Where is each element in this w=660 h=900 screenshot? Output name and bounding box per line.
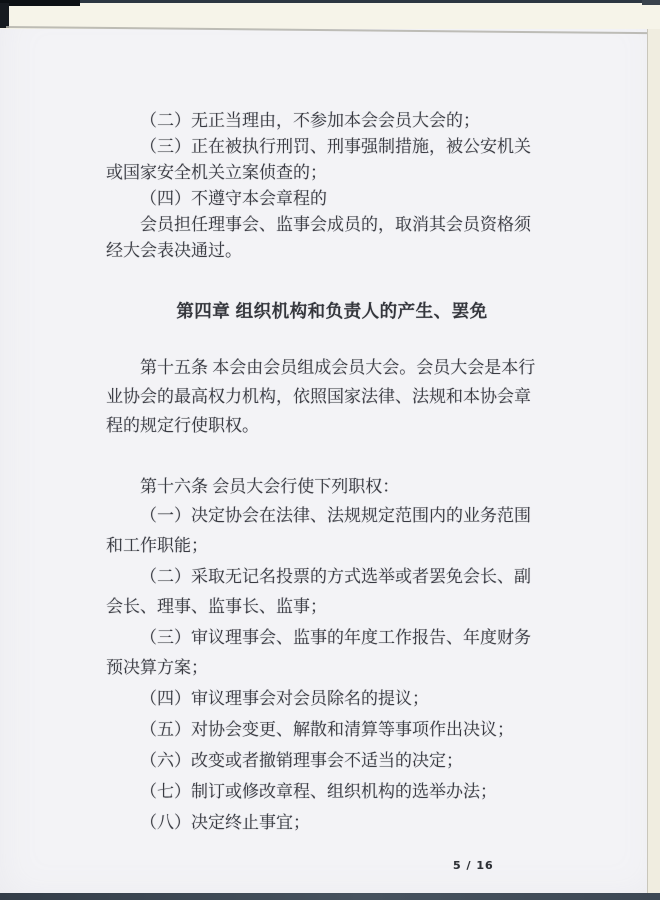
text-line: （三）审议理事会、监事的年度工作报告、年度财务 <box>140 628 531 647</box>
text-line: （三）正在被执行刑罚、刑事强制措施，被公安机关 <box>140 137 531 156</box>
power-item-4 <box>106 684 558 714</box>
clause-note <box>106 212 558 264</box>
text-line: 经大会表决通过。 <box>106 241 242 260</box>
text-line: 和工作职能； <box>106 536 208 555</box>
article-15 <box>106 353 558 440</box>
text-line: （四）不遵守本会章程的 <box>140 189 327 208</box>
text-flow <box>106 108 558 839</box>
power-item-2 <box>106 562 558 622</box>
text-line: 预决算方案； <box>106 658 208 677</box>
scan-corner-artifact <box>0 0 80 6</box>
text-line: （一）决定协会在法律、法规规定范围内的业务范围 <box>140 506 531 525</box>
clause-4 <box>106 186 558 212</box>
scanner-edge-bar-bottom <box>0 893 660 900</box>
power-item-5 <box>106 715 558 745</box>
text-line: 或国家安全机关立案侦查的； <box>106 163 327 182</box>
text-line: 程的规定行使职权。 <box>106 416 259 435</box>
power-item-1 <box>106 501 558 561</box>
clause-3 <box>106 134 558 186</box>
scan-right-edge-strip <box>647 29 660 894</box>
scan-corner-artifact <box>642 0 660 5</box>
text-line: 第十六条 会员大会行使下列职权： <box>140 477 400 496</box>
power-item-3 <box>106 623 558 683</box>
clause-2 <box>106 108 558 134</box>
power-item-8 <box>106 808 558 838</box>
text-line: （八）决定终止事宜； <box>140 813 310 832</box>
text-line: 会员担任理事会、监事会成员的，取消其会员资格须 <box>140 215 531 234</box>
text-line: 会长、理事、监事长、监事； <box>106 597 327 616</box>
scanner-edge-bar-top <box>0 0 660 3</box>
page-number: 5 / 16 <box>453 859 494 872</box>
text-line: （六）改变或者撤销理事会不适当的决定； <box>140 751 463 770</box>
scan-top-margin <box>0 0 660 29</box>
scan-corner-artifact <box>0 3 9 28</box>
text-line: （四）审议理事会对会员除名的提议； <box>140 689 429 708</box>
text-line: （二）采取无记名投票的方式选举或者罢免会长、副 <box>140 567 531 586</box>
text-line: 第四章 组织机构和负责人的产生、罢免 <box>176 301 488 321</box>
text-line: （二）无正当理由，不参加本会会员大会的； <box>140 111 480 130</box>
text-line: 业协会的最高权力机构，依照国家法律、法规和本协会章 <box>106 387 531 406</box>
text-line: （七）制订或修改章程、组织机构的选举办法； <box>140 782 497 801</box>
power-item-7 <box>106 777 558 807</box>
article-16 <box>106 472 558 501</box>
text-line: 第十五条 本会由会员组成会员大会。会员大会是本行 <box>140 358 536 377</box>
text-line: （五）对协会变更、解散和清算等事项作出决议； <box>140 720 514 739</box>
power-item-6 <box>106 746 558 776</box>
chapter-heading <box>106 298 558 325</box>
